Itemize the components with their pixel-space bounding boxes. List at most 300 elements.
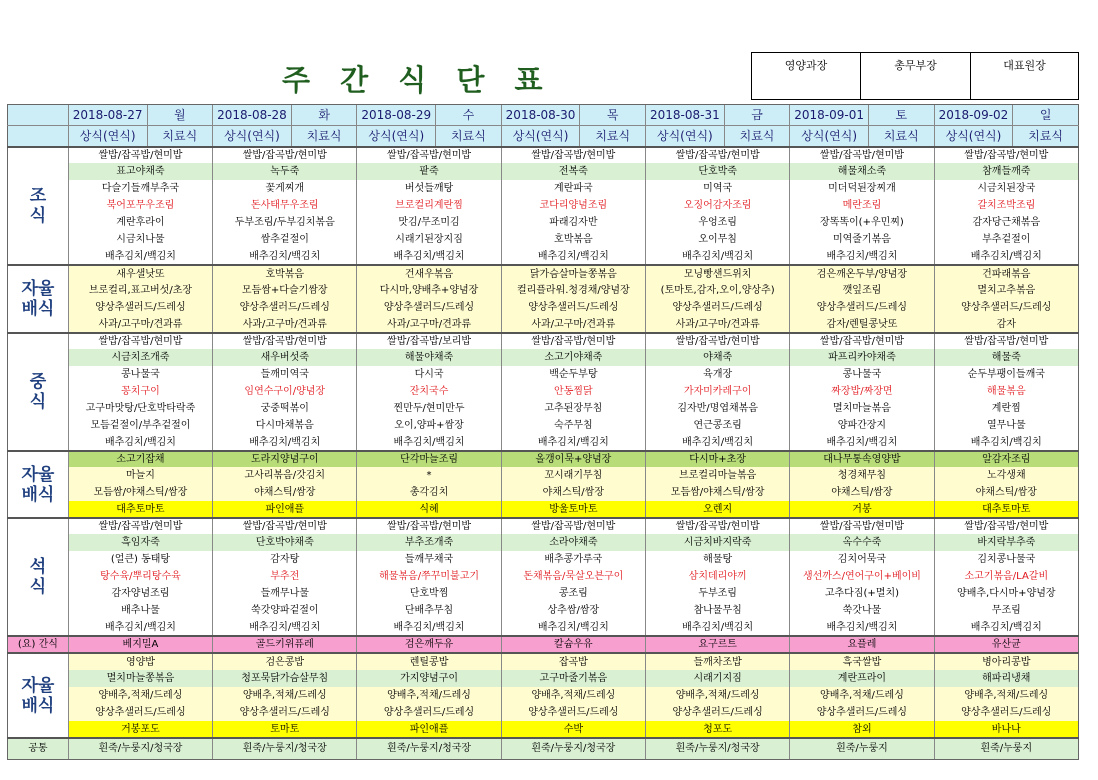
menu-item: 감자/렌틸콩낫또	[790, 316, 934, 333]
menu-item: 배추김치/백김치	[646, 248, 790, 265]
menu-item: 쌀밥/잡곡밥/현미밥	[934, 518, 1078, 534]
menu-item: 양배추,다시마+양념장	[934, 585, 1078, 602]
menu-item: 시금치조개죽	[68, 349, 212, 366]
common-item: 흰죽/누룽지/청국장	[68, 738, 212, 760]
day-date: 2018-08-31	[646, 105, 725, 126]
menu-item: 백순두부탕	[501, 366, 645, 383]
snack-item: 베지밀A	[68, 636, 212, 653]
menu-item: 쌀밥/잡곡밥/현미밥	[790, 147, 934, 163]
menu-item: 다시국	[357, 366, 501, 383]
menu-item: 콩나물국	[68, 366, 212, 383]
menu-item: 파인애플	[357, 721, 501, 738]
common-item: 흰죽/누룽지	[790, 738, 934, 760]
menu-item: 건파래볶음	[934, 265, 1078, 282]
menu-item: 파래김자반	[501, 214, 645, 231]
day-date: 2018-08-30	[501, 105, 580, 126]
menu-item: 양파간장지	[790, 417, 934, 434]
day-of-week: 토	[869, 105, 935, 126]
common-item: 흰죽/누룽지/청국장	[213, 738, 357, 760]
menu-item: 배추김치/백김치	[646, 619, 790, 636]
menu-item: 계란프라이	[790, 670, 934, 687]
menu-item: 계란파국	[501, 180, 645, 197]
menu-item: 대추토마토	[68, 501, 212, 518]
menu-item: 우엉조림	[646, 214, 790, 231]
menu-item: 무조림	[934, 602, 1078, 619]
menu-item: 단호박죽	[646, 163, 790, 180]
menu-item: 양상추샐러드/드레싱	[68, 704, 212, 721]
menu-item: 배추김치/백김치	[213, 248, 357, 265]
menu-item: 고구마맛탕/단호박타락죽	[68, 400, 212, 417]
menu-item: 쌀밥/잡곡밥/현미밥	[646, 518, 790, 534]
menu-item: 소고기잡채	[68, 451, 212, 467]
menu-item: 사과/고구마/견과류	[357, 316, 501, 333]
menu-item: 김치콩나물국	[934, 551, 1078, 568]
menu-item: 렌틸콩밥	[357, 653, 501, 670]
menu-item: 들깨차조밥	[646, 653, 790, 670]
meal-label-text: 자율 배식	[21, 464, 55, 505]
menu-item: 바나나	[934, 721, 1078, 738]
menu-item: 배추김치/백김치	[68, 619, 212, 636]
menu-item: 양상추샐러드/드레싱	[68, 299, 212, 316]
menu-item: 브로컬리계란찜	[357, 197, 501, 214]
menu-item: 콩나물국	[790, 366, 934, 383]
menu-item: 사과/고구마/견과류	[68, 316, 212, 333]
menu-item: 쌀밥/잡곡밥/현미밥	[501, 333, 645, 349]
day-of-week: 목	[580, 105, 646, 126]
menu-item: 표고야채죽	[68, 163, 212, 180]
menu-item: 김자반/명엽채볶음	[646, 400, 790, 417]
menu-item: 미역국	[646, 180, 790, 197]
menu-item: 양배추,적채/드레싱	[213, 687, 357, 704]
menu-item: 토마토	[213, 721, 357, 738]
menu-item: 탕수육/뿌리탕수육	[68, 568, 212, 585]
approval-general-manager: 총무부장	[861, 53, 971, 99]
menu-item: 안동찜닭	[501, 383, 645, 400]
approval-box	[751, 52, 1079, 100]
menu-item: 배추김치/백김치	[357, 434, 501, 451]
day-date: 2018-08-29	[357, 105, 436, 126]
menu-item: 병아리콩밥	[934, 653, 1078, 670]
menu-item: 배추김치/백김치	[934, 434, 1078, 451]
menu-item: 배추나물	[68, 602, 212, 619]
header-corner	[8, 105, 69, 126]
menu-item: 감자탕	[213, 551, 357, 568]
menu-item: 해물야채죽	[357, 349, 501, 366]
menu-item: 다슬기들깨부추국	[68, 180, 212, 197]
menu-item: 배추김치/백김치	[357, 248, 501, 265]
menu-item: 모닝빵샌드위치	[646, 265, 790, 282]
menu-item: 감자양념조림	[68, 585, 212, 602]
menu-item: 쌀밥/잡곡밥/현미밥	[934, 147, 1078, 163]
menu-item: 해물볶음/쭈꾸미불고기	[357, 568, 501, 585]
menu-item: 단호박찜	[357, 585, 501, 602]
menu-item: 양배추,적채/드레싱	[68, 687, 212, 704]
snack-label: (요) 간식	[8, 636, 69, 653]
menu-item: 갈치조박조림	[934, 197, 1078, 214]
weekly-menu-table	[7, 104, 1079, 760]
menu-item: 멸치마늘볶음	[790, 400, 934, 417]
menu-item: 거봉	[790, 501, 934, 518]
menu-item: 배추콩가루국	[501, 551, 645, 568]
menu-item: 야채스틱/쌈장	[501, 484, 645, 501]
menu-item: 감자	[934, 316, 1078, 333]
menu-item: 배추김치/백김치	[934, 248, 1078, 265]
menu-item: 소고기야채죽	[501, 349, 645, 366]
menu-item: 시금치바지락죽	[646, 534, 790, 551]
menu-item: 양상추샐러드/드레싱	[501, 299, 645, 316]
menu-item: 돈채볶음/묵살오븐구이	[501, 568, 645, 585]
menu-item: 들깨무채국	[357, 551, 501, 568]
menu-item: 쑥갓나물	[790, 602, 934, 619]
menu-item: 다시마,양배추+양념장	[357, 282, 501, 299]
approval-director: 대표원장	[1003, 59, 1046, 72]
menu-item: 검은콩밥	[213, 653, 357, 670]
menu-item: 청포도	[646, 721, 790, 738]
menu-item: 단호박야채죽	[213, 534, 357, 551]
menu-item: 모듬쌈/야채스틱/쌈장	[646, 484, 790, 501]
menu-item: 검은깨온두부/양념장	[790, 265, 934, 282]
menu-item: 멸치고추볶음	[934, 282, 1078, 299]
menu-item: 가자미카레구이	[646, 383, 790, 400]
menu-item: 새우샐낫또	[68, 265, 212, 282]
menu-item: 브로컬리마늘볶음	[646, 467, 790, 484]
menu-item: 해물탕	[646, 551, 790, 568]
menu-item: 배추김치/백김치	[790, 619, 934, 636]
menu-item: 돈사태무우조림	[213, 197, 357, 214]
menu-item: 양배추,적채/드레싱	[357, 687, 501, 704]
menu-item: 오렌지	[646, 501, 790, 518]
menu-item: 계란찜	[934, 400, 1078, 417]
menu-item: 계란후라이	[68, 214, 212, 231]
menu-item: 녹두죽	[213, 163, 357, 180]
menu-item: 건새우볶음	[357, 265, 501, 282]
menu-item: 쑥갓양파겉절이	[213, 602, 357, 619]
menu-item: 호박볶음	[213, 265, 357, 282]
meal-label-lunch	[8, 333, 69, 451]
menu-item: 김치어묵국	[790, 551, 934, 568]
menu-item: 시래기된장지짐	[357, 231, 501, 248]
menu-item: 쌀밥/잡곡밥/현미밥	[357, 518, 501, 534]
subheader-therapeutic: 치료식	[291, 126, 357, 148]
menu-item: 쌀밥/잡곡밥/현미밥	[213, 147, 357, 163]
menu-item: 버섯들깨탕	[357, 180, 501, 197]
meal-label-text: 자율 배식	[21, 279, 55, 319]
subheader-corner	[8, 126, 69, 148]
menu-item: *	[357, 467, 501, 484]
menu-item: 시금치된장국	[934, 180, 1078, 197]
menu-item: 쌀밥/잡곡밥/현미밥	[213, 333, 357, 349]
menu-item: 수박	[501, 721, 645, 738]
menu-item: 쌀밥/잡곡밥/보리밥	[357, 333, 501, 349]
subheader-therapeutic: 치료식	[580, 126, 646, 148]
menu-item: 새우버섯죽	[213, 349, 357, 366]
menu-item: 배추김치/백김치	[501, 434, 645, 451]
snack-item: 요구르트	[646, 636, 790, 653]
menu-item: 양배추,적채/드레싱	[790, 687, 934, 704]
day-of-week: 화	[291, 105, 357, 126]
meal-label-text: 중 식	[29, 372, 47, 412]
menu-item: 쌀밥/잡곡밥/현미밥	[790, 333, 934, 349]
menu-item: 쌀밥/잡곡밥/현미밥	[646, 333, 790, 349]
menu-item: 양상추샐러드/드레싱	[357, 704, 501, 721]
menu-item: 양상추샐러드/드레싱	[790, 299, 934, 316]
menu-item: 멸치마늘쫑볶음	[68, 670, 212, 687]
meal-label-dinner	[8, 518, 69, 636]
menu-item: 참외	[790, 721, 934, 738]
menu-item: 식혜	[357, 501, 501, 518]
menu-item: 쌀밥/잡곡밥/현미밥	[68, 333, 212, 349]
subheader-therapeutic: 치료식	[147, 126, 213, 148]
menu-item: 배추김치/백김치	[790, 434, 934, 451]
menu-item: 미더덕된장찌개	[790, 180, 934, 197]
day-of-week: 일	[1013, 105, 1079, 126]
menu-item: 시금치나물	[68, 231, 212, 248]
menu-item: 양상추샐러드/드레싱	[790, 704, 934, 721]
menu-item: 열무나물	[934, 417, 1078, 434]
menu-item: 단배추무침	[357, 602, 501, 619]
menu-item: 사과/고구마/견과류	[646, 316, 790, 333]
menu-item: 사과/고구마/견과류	[213, 316, 357, 333]
menu-item: 쌀밥/잡곡밥/현미밥	[501, 518, 645, 534]
menu-item: 영양밥	[68, 653, 212, 670]
menu-item: 임연수구이/양념장	[213, 383, 357, 400]
menu-item: 연근콩조림	[646, 417, 790, 434]
menu-item: 청경채무침	[790, 467, 934, 484]
menu-item: 북어포무우조림	[68, 197, 212, 214]
day-date: 2018-09-02	[934, 105, 1013, 126]
menu-item: 부추조개죽	[357, 534, 501, 551]
menu-item: 잔치국수	[357, 383, 501, 400]
menu-item: 깻잎조림	[790, 282, 934, 299]
menu-item: 마늘지	[68, 467, 212, 484]
menu-item: 파인애플	[213, 501, 357, 518]
subheader-regular: 상식(연식)	[68, 126, 147, 148]
menu-item: 배추김치/백김치	[68, 248, 212, 265]
common-item: 흰죽/누룽지/청국장	[501, 738, 645, 760]
menu-item: 순두부팽이들깨국	[934, 366, 1078, 383]
menu-item: 배추김치/백김치	[68, 434, 212, 451]
menu-item: 도라지양념구이	[213, 451, 357, 467]
menu-item: 코다리양념조림	[501, 197, 645, 214]
menu-item: 고추된장무침	[501, 400, 645, 417]
menu-item: 배추김치/백김치	[501, 619, 645, 636]
snack-item: 유산균	[934, 636, 1078, 653]
menu-item: 맛김/무조미김	[357, 214, 501, 231]
common-label: 공통	[8, 738, 69, 760]
approval-nutrition-manager: 영양과장	[752, 53, 861, 99]
common-item: 흰죽/누룽지	[934, 738, 1078, 760]
menu-item: 소고기볶음/LA갈비	[934, 568, 1078, 585]
menu-item: 양배추,적채/드레싱	[646, 687, 790, 704]
menu-item: 쌀밥/잡곡밥/현미밥	[68, 147, 212, 163]
meal-label-buffet2	[8, 451, 69, 518]
subheader-regular: 상식(연식)	[501, 126, 580, 148]
menu-item: 소라야채죽	[501, 534, 645, 551]
menu-item: 고추다짐(+멸치)	[790, 585, 934, 602]
menu-item: 모듬쌈+다슬기쌈장	[213, 282, 357, 299]
menu-item: 꽃게찌개	[213, 180, 357, 197]
menu-item: 야채죽	[646, 349, 790, 366]
menu-item: 해물죽	[934, 349, 1078, 366]
day-of-week: 수	[436, 105, 502, 126]
menu-item: 감자당근채볶음	[934, 214, 1078, 231]
menu-item: 대추토마토	[934, 501, 1078, 518]
menu-item: 다시마+초장	[646, 451, 790, 467]
menu-item: 대나무통속영양밥	[790, 451, 934, 467]
menu-item: 야채스틱/쌈장	[213, 484, 357, 501]
menu-item: 두부조림	[646, 585, 790, 602]
menu-item: 양상추샐러드/드레싱	[646, 299, 790, 316]
menu-item: 육개장	[646, 366, 790, 383]
menu-item: 옥수수죽	[790, 534, 934, 551]
menu-item: 야채스틱/쌈장	[790, 484, 934, 501]
menu-item: 야채스틱/쌈장	[934, 484, 1078, 501]
menu-item: (토마토,감자,오이,양상추)	[646, 282, 790, 299]
menu-item: 고구마줄기볶음	[501, 670, 645, 687]
meal-label-buffet1	[8, 265, 69, 333]
menu-item: 흑국쌀밥	[790, 653, 934, 670]
menu-item: 쌀밥/잡곡밥/현미밥	[934, 333, 1078, 349]
subheader-regular: 상식(연식)	[934, 126, 1013, 148]
menu-item: 쌀밥/잡곡밥/현미밥	[68, 518, 212, 534]
menu-item: 사과/고구마/견과류	[501, 316, 645, 333]
common-item: 흰죽/누룽지/청국장	[646, 738, 790, 760]
menu-item: 배추김치/백김치	[501, 248, 645, 265]
menu-item: 파프리카야채죽	[790, 349, 934, 366]
menu-item: 해물채소죽	[790, 163, 934, 180]
menu-item: 장똑똑이(+우민찌)	[790, 214, 934, 231]
subheader-regular: 상식(연식)	[213, 126, 292, 148]
meal-label-buffet3	[8, 653, 69, 738]
menu-item: 방울토마토	[501, 501, 645, 518]
subheader-therapeutic: 치료식	[436, 126, 502, 148]
menu-item: 짜장밥/짜장면	[790, 383, 934, 400]
menu-item: 양상추샐러드/드레싱	[501, 704, 645, 721]
meal-label-text: 자율 배식	[21, 675, 55, 716]
day-date: 2018-09-01	[790, 105, 869, 126]
menu-item: 쌀밥/잡곡밥/현미밥	[501, 147, 645, 163]
menu-item: 거봉포도	[68, 721, 212, 738]
day-of-week: 월	[147, 105, 213, 126]
menu-item: 고사리볶음/갓김치	[213, 467, 357, 484]
menu-item: 들깨미역국	[213, 366, 357, 383]
menu-item: 오징어감자조림	[646, 197, 790, 214]
menu-item: 해파리냉채	[934, 670, 1078, 687]
menu-item: 모듬쌈/야채스틱/쌈장	[68, 484, 212, 501]
menu-item: 노각생채	[934, 467, 1078, 484]
day-date: 2018-08-28	[213, 105, 292, 126]
snack-item: 검은깨두유	[357, 636, 501, 653]
menu-item: 꼬시래기무침	[501, 467, 645, 484]
menu-item: 배추김치/백김치	[790, 248, 934, 265]
meal-label-text: 조 식	[29, 186, 47, 226]
snack-item: 골드키위퓨레	[213, 636, 357, 653]
menu-item: 쌀밥/잡곡밥/현미밥	[357, 147, 501, 163]
menu-item: 양상추샐러드/드레싱	[357, 299, 501, 316]
menu-item: 미역줄기볶음	[790, 231, 934, 248]
menu-item: 배추김치/백김치	[646, 434, 790, 451]
menu-item: 모듬겉절이/부추겉절이	[68, 417, 212, 434]
menu-item: 양배추,적채/드레싱	[934, 687, 1078, 704]
subheader-therapeutic: 치료식	[1013, 126, 1079, 148]
menu-item: 찐만두/현미만두	[357, 400, 501, 417]
menu-item: 배추김치/백김치	[213, 434, 357, 451]
snack-item: 요플레	[790, 636, 934, 653]
menu-item: 양상추샐러드/드레싱	[213, 299, 357, 316]
subheader-regular: 상식(연식)	[646, 126, 725, 148]
menu-item: 쌀밥/잡곡밥/현미밥	[646, 147, 790, 163]
menu-item: 컬리플라워.청경채/양념장	[501, 282, 645, 299]
menu-item: 쌈추겉절이	[213, 231, 357, 248]
menu-item: 쌀밥/잡곡밥/현미밥	[213, 518, 357, 534]
menu-item: 가지양념구이	[357, 670, 501, 687]
page-title: 주 간 식 단 표	[282, 63, 553, 97]
menu-item: 단각마늘조림	[357, 451, 501, 467]
day-date: 2018-08-27	[68, 105, 147, 126]
menu-item: 총각김치	[357, 484, 501, 501]
menu-item: 메란조림	[790, 197, 934, 214]
menu-item: 흑임자죽	[68, 534, 212, 551]
meal-label-breakfast	[8, 147, 69, 265]
menu-item: 닭가슴살마늘쫑볶음	[501, 265, 645, 282]
menu-item: 해물볶음	[934, 383, 1078, 400]
menu-item: (얼큰) 동태탕	[68, 551, 212, 568]
snack-item: 칼슘우유	[501, 636, 645, 653]
menu-item: 들깨무나물	[213, 585, 357, 602]
menu-item: 참깨들깨죽	[934, 163, 1078, 180]
menu-item: 알감자조림	[934, 451, 1078, 467]
menu-item: 바지락부추죽	[934, 534, 1078, 551]
meal-label-text: 석 식	[29, 557, 47, 597]
menu-item: 삼치데리야끼	[646, 568, 790, 585]
menu-item: 궁중떡볶이	[213, 400, 357, 417]
menu-item: 쌀밥/잡곡밥/현미밥	[790, 518, 934, 534]
menu-item: 브로컬리,표고버섯/초장	[68, 282, 212, 299]
menu-item: 생선까스/연어구이+베이비	[790, 568, 934, 585]
menu-item: 청포묵닭가슴살무침	[213, 670, 357, 687]
menu-item: 부추전	[213, 568, 357, 585]
menu-item: 꽁치구이	[68, 383, 212, 400]
menu-item: 잡곡밥	[501, 653, 645, 670]
menu-item: 다시마채볶음	[213, 417, 357, 434]
menu-item: 상추쌈/쌈장	[501, 602, 645, 619]
menu-item: 양상추샐러드/드레싱	[646, 704, 790, 721]
menu-item: 전복죽	[501, 163, 645, 180]
menu-item: 두부조림/두부김치볶음	[213, 214, 357, 231]
subheader-regular: 상식(연식)	[357, 126, 436, 148]
subheader-regular: 상식(연식)	[790, 126, 869, 148]
menu-item: 배추김치/백김치	[934, 619, 1078, 636]
menu-item: 호박볶음	[501, 231, 645, 248]
subheader-therapeutic: 치료식	[724, 126, 790, 148]
menu-item: 올갱이묵+양념장	[501, 451, 645, 467]
menu-item: 배추김치/백김치	[357, 619, 501, 636]
menu-item: 양배추,적채/드레싱	[501, 687, 645, 704]
menu-item: 배추김치/백김치	[213, 619, 357, 636]
menu-item: 부추겉절이	[934, 231, 1078, 248]
menu-item: 양상추샐러드/드레싱	[934, 299, 1078, 316]
subheader-therapeutic: 치료식	[869, 126, 935, 148]
menu-item: 시래기지짐	[646, 670, 790, 687]
day-of-week: 금	[724, 105, 790, 126]
menu-item: 양상추샐러드/드레싱	[213, 704, 357, 721]
menu-item: 팥죽	[357, 163, 501, 180]
menu-item: 콩조림	[501, 585, 645, 602]
menu-item: 오이무침	[646, 231, 790, 248]
menu-item: 참나물무침	[646, 602, 790, 619]
menu-item: 오이,양파+쌈장	[357, 417, 501, 434]
menu-item: 숙주무침	[501, 417, 645, 434]
